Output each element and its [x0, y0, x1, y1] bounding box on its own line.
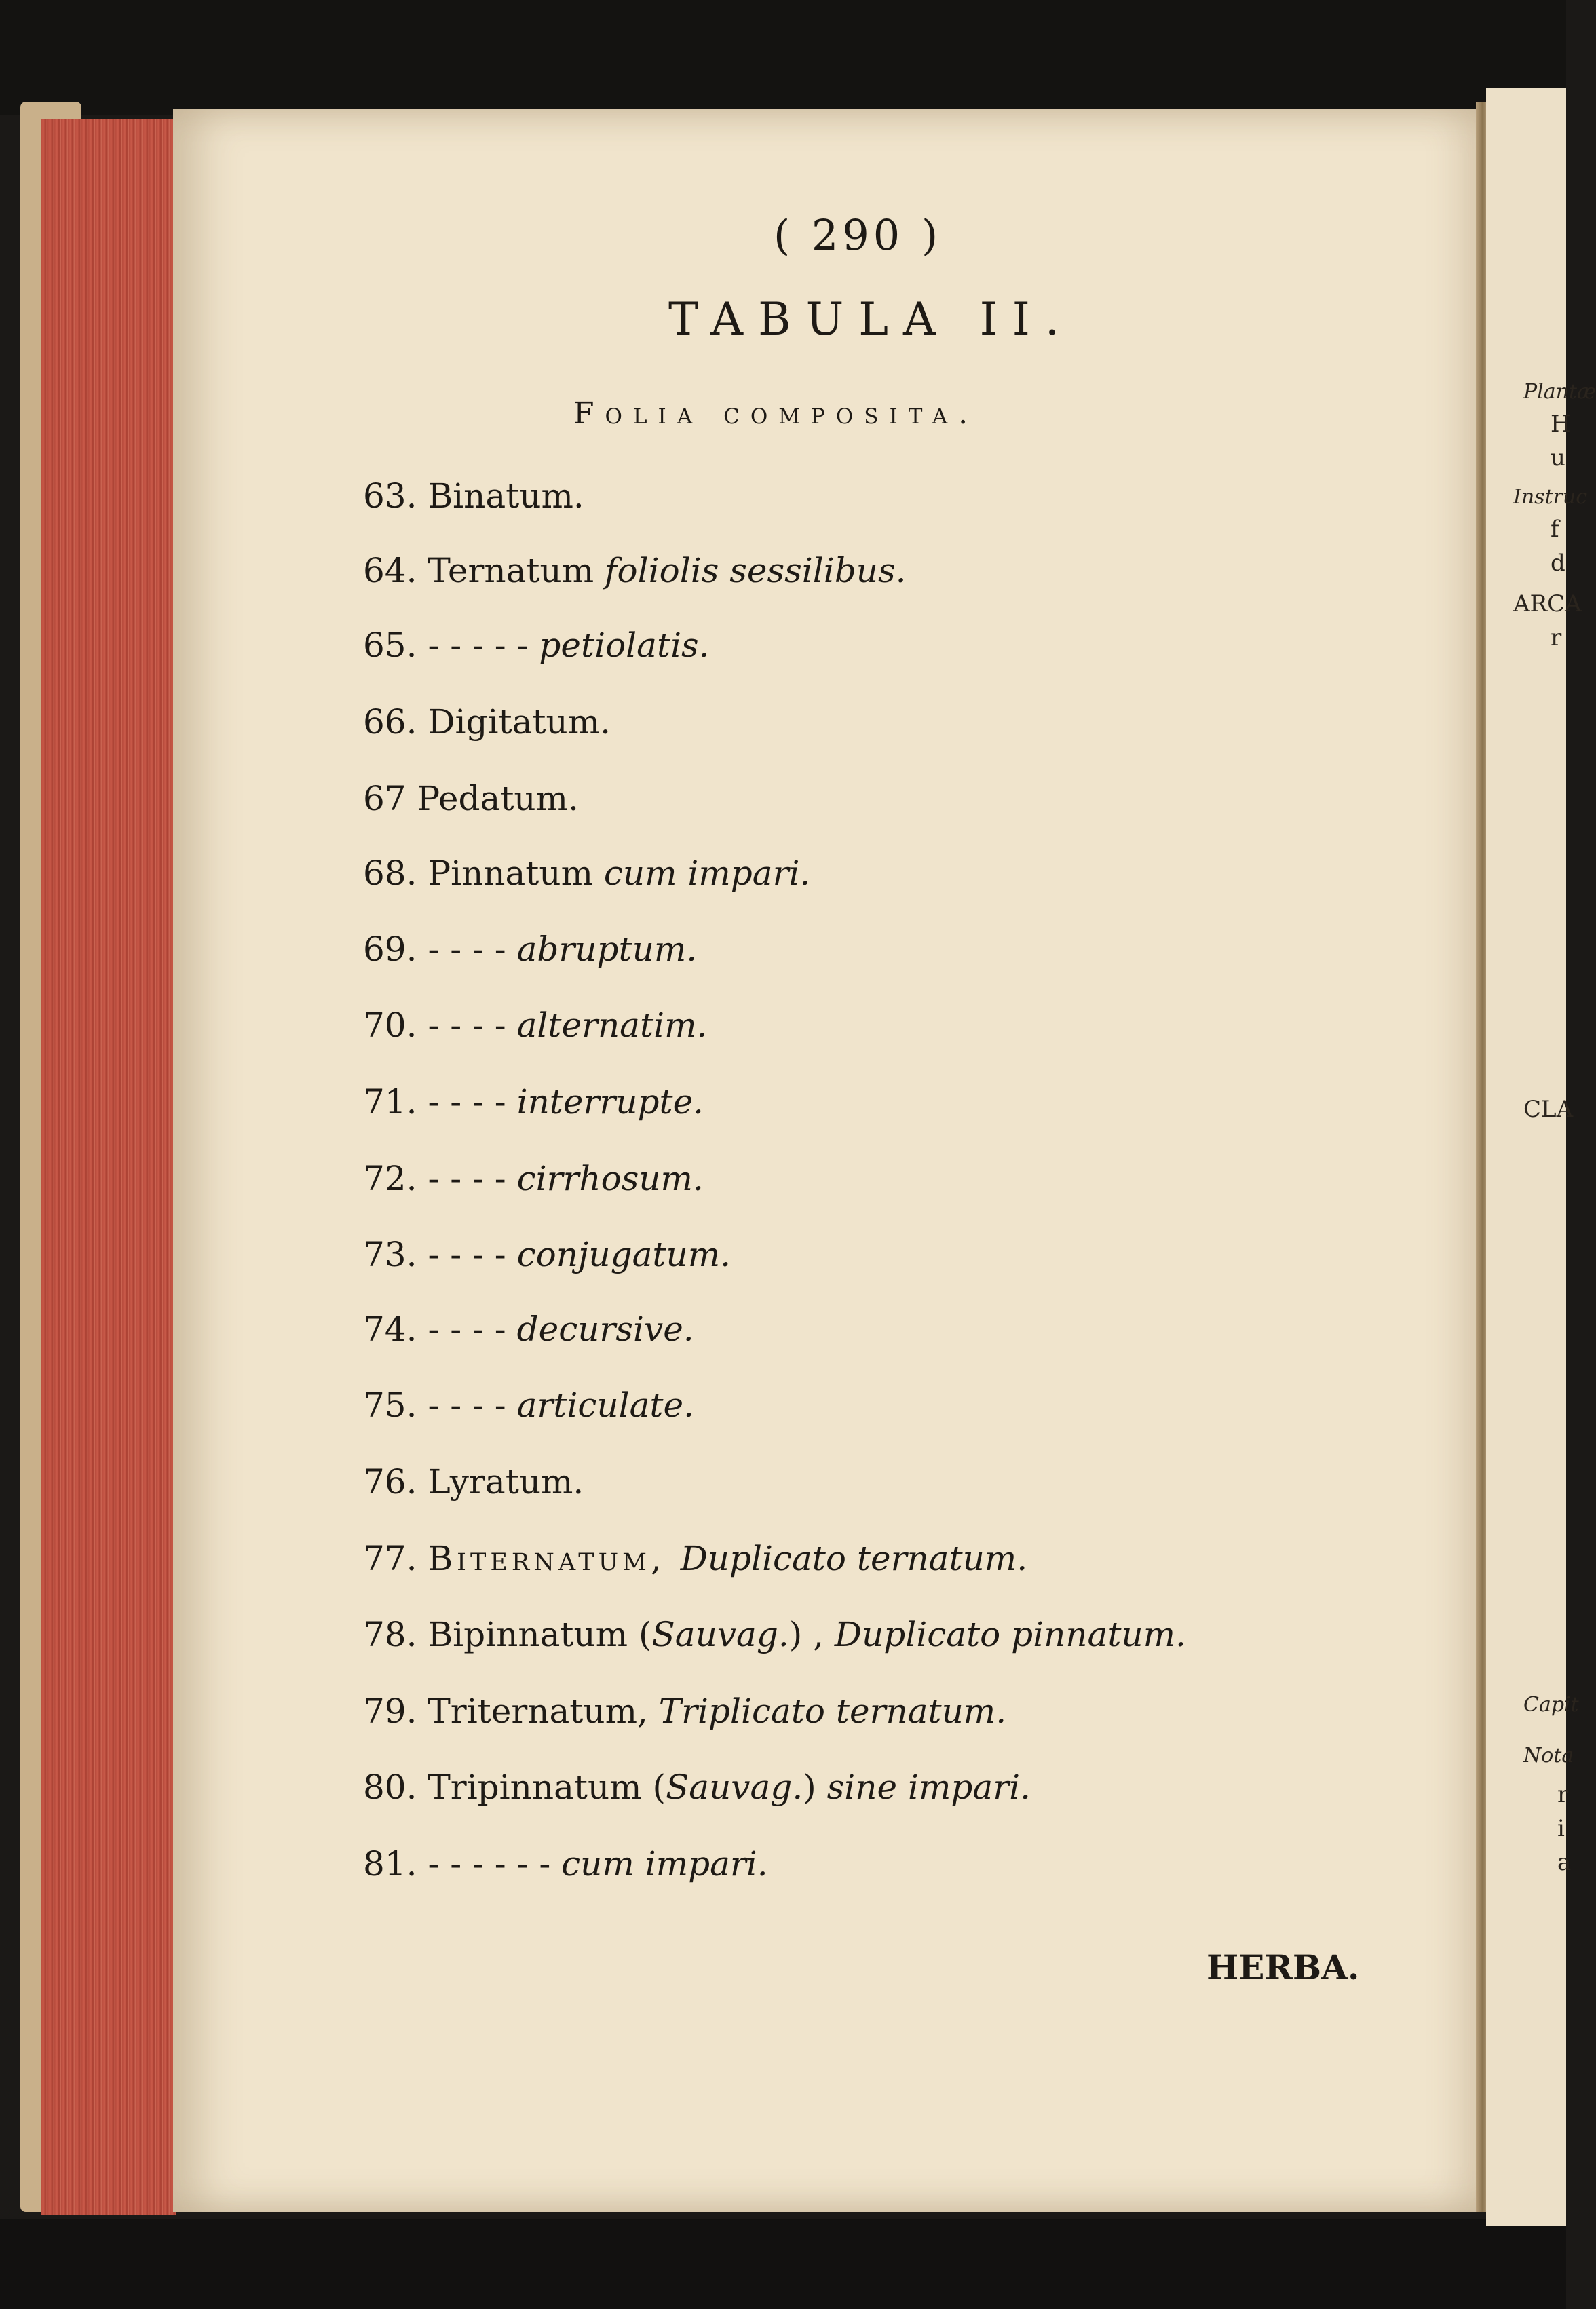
adjacent-line: f — [1551, 516, 1559, 543]
entry-italic: cirrhosum. — [516, 1159, 704, 1198]
entry-text: - - - - — [428, 1386, 517, 1425]
adjacent-line: Instruc — [1513, 485, 1588, 509]
backdrop-bottom — [0, 2219, 1566, 2309]
list-item — [363, 1159, 704, 1198]
entry-text: Ternatum — [428, 551, 605, 590]
entry-text: Pinnatum — [428, 854, 604, 893]
entry-number: 66. — [363, 702, 417, 742]
entry-italic: sine impari. — [826, 1768, 1031, 1807]
list-item — [363, 1844, 768, 1884]
adjacent-line: Capit — [1523, 1693, 1579, 1717]
list-item — [363, 1539, 1027, 1578]
entry-number: 75. — [363, 1386, 417, 1425]
entry-text: Pedatum. — [417, 779, 579, 818]
list-item — [363, 1082, 704, 1122]
section-subtitle: Folia composita. — [573, 396, 979, 431]
entry-number: 63. — [363, 476, 417, 516]
entry-italic: alternatim. — [516, 1006, 708, 1045]
entry-text: ) , — [788, 1615, 835, 1654]
adjacent-line: a — [1557, 1849, 1572, 1876]
list-item — [363, 1235, 731, 1274]
red-page-edges — [41, 119, 176, 2215]
adjacent-line: Plantæ — [1523, 380, 1596, 404]
entry-italic: cum impari. — [603, 854, 811, 893]
list-item — [363, 1692, 1006, 1731]
entry-number: 78. — [363, 1615, 417, 1654]
entry-text: - - - - — [428, 1235, 517, 1274]
entry-text: - - - - - — [428, 626, 539, 665]
entry-text: Bipinnatum ( — [428, 1615, 652, 1654]
list-item — [363, 476, 584, 516]
adjacent-page — [1486, 88, 1596, 2226]
entry-number: 76. — [363, 1462, 417, 1502]
backdrop-top — [0, 0, 1566, 115]
adjacent-line: r — [1557, 1781, 1569, 1808]
entry-italic: conjugatum. — [516, 1235, 732, 1274]
adjacent-line: CLA — [1523, 1096, 1574, 1123]
entry-text: - - - - — [428, 1159, 517, 1198]
adjacent-line: i — [1557, 1815, 1565, 1842]
list-item — [363, 1462, 584, 1502]
entry-italic: Sauvag. — [651, 1615, 789, 1654]
entry-italic: Duplicato ternatum. — [680, 1539, 1028, 1578]
entry-text: - - - - — [428, 1006, 517, 1045]
adjacent-line: ARCA — [1513, 590, 1582, 617]
list-item — [363, 854, 810, 893]
adjacent-line: d — [1551, 550, 1565, 577]
entry-italic: interrupte. — [516, 1082, 704, 1122]
entry-text: Binatum. — [428, 476, 584, 516]
entry-text: - - - - — [428, 1082, 517, 1122]
entry-italic: petiolatis. — [539, 626, 710, 665]
entry-number: 74. — [363, 1310, 417, 1349]
list-item — [363, 1310, 694, 1349]
entry-italic: Triplicato ternatum. — [658, 1692, 1007, 1731]
entry-text: - - - - — [428, 930, 517, 969]
list-item — [363, 626, 710, 665]
page-number: ( 290 ) — [774, 210, 943, 260]
adjacent-line: u — [1551, 444, 1565, 472]
adjacent-line: H — [1551, 411, 1571, 438]
entry-italic: cum impari. — [561, 1844, 768, 1884]
entry-italic: Sauvag. — [666, 1768, 803, 1807]
entry-text: Lyratum. — [428, 1462, 584, 1502]
entry-number: 77. — [363, 1539, 417, 1578]
entry-number: 68. — [363, 854, 417, 893]
entry-number: 70. — [363, 1006, 417, 1045]
entry-number: 69. — [363, 930, 417, 969]
catchword: HERBA. — [1206, 1947, 1360, 1987]
entry-number: 64. — [363, 551, 417, 590]
list-item — [363, 779, 579, 818]
entry-text: ) — [803, 1768, 827, 1807]
entry-italic: decursive. — [516, 1310, 694, 1349]
entry-number: 67 — [363, 779, 406, 818]
entry-text: Biternatum, — [428, 1539, 681, 1578]
list-item — [363, 1768, 1031, 1807]
entry-text: Tripinnatum ( — [428, 1768, 666, 1807]
page-title: TABULA II. — [668, 293, 1074, 345]
adjacent-line: Nota — [1523, 1744, 1574, 1768]
list-item — [363, 930, 697, 969]
entry-number: 65. — [363, 626, 417, 665]
list-item — [363, 702, 611, 742]
adjacent-line: r — [1551, 624, 1562, 651]
entry-number: 80. — [363, 1768, 417, 1807]
entry-italic: foliolis sessilibus. — [605, 551, 907, 590]
entry-italic: abruptum. — [516, 930, 698, 969]
list-item — [363, 1386, 694, 1425]
entry-italic: articulate. — [516, 1386, 694, 1425]
entry-number: 72. — [363, 1159, 417, 1198]
entry-italic: Duplicato pinnatum. — [834, 1615, 1186, 1654]
entry-text: Triternatum, — [428, 1692, 659, 1731]
entry-text: - - - - — [428, 1310, 517, 1349]
entry-text: Digitatum. — [428, 702, 611, 742]
list-item — [363, 551, 907, 590]
entry-number: 79. — [363, 1692, 417, 1731]
entry-number: 81. — [363, 1844, 417, 1884]
entry-text: - - - - - - — [428, 1844, 562, 1884]
list-item — [363, 1615, 1186, 1654]
entry-number: 73. — [363, 1235, 417, 1274]
entry-number: 71. — [363, 1082, 417, 1122]
list-item — [363, 1006, 707, 1045]
